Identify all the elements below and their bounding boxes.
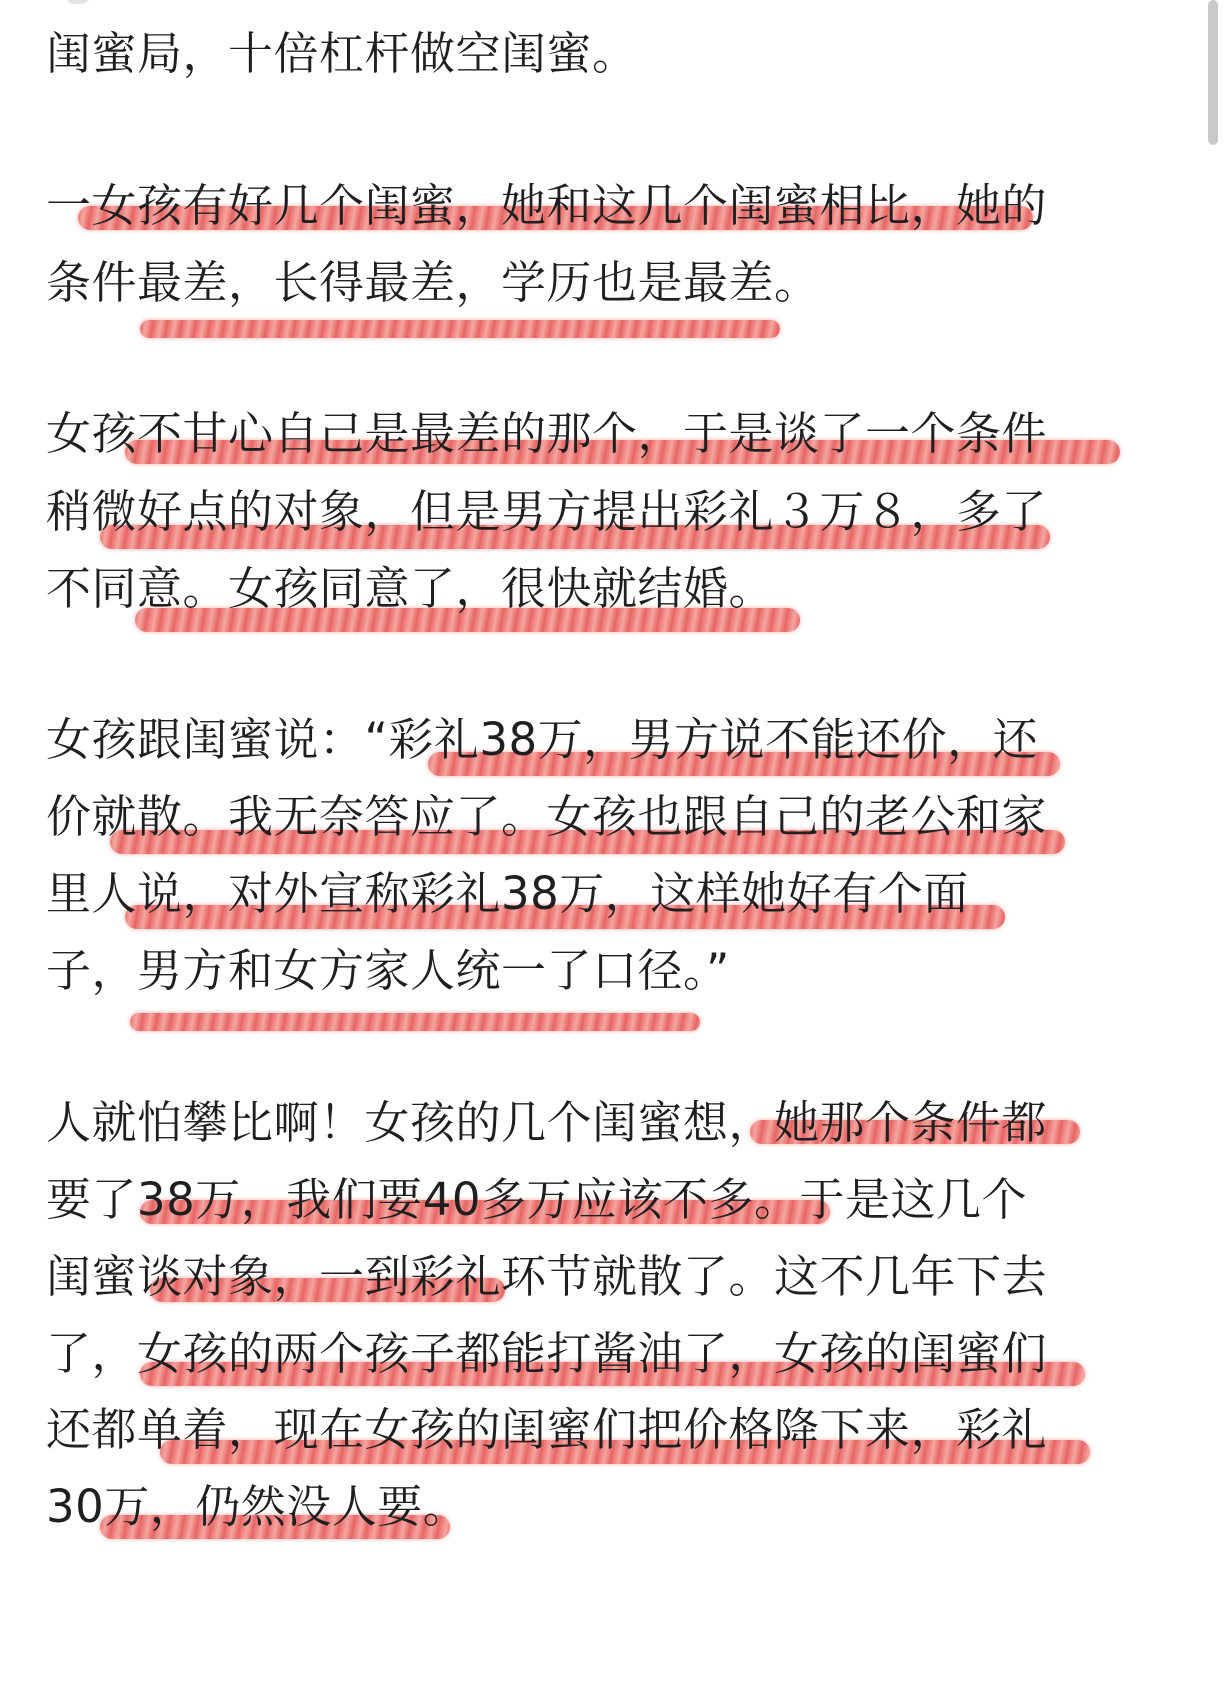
paragraph-4-line-1: 女孩跟闺蜜说：“彩礼38万，男方说不能还价，还 [46,713,1039,766]
paragraph-5-line-4: 了，女孩的两个孩子都能打酱油了，女孩的闺蜜们 [46,1327,1048,1380]
paragraph-3-line-2: 稍微好点的对象，但是男方提出彩礼３万８，多了 [46,485,1048,538]
paragraph-4-line-4: 子，男方和女方家人统一了口径。” [46,944,730,997]
highlight-stroke [140,320,780,338]
paragraph-1-line-1: 闺蜜局，十倍杠杆做空闺蜜。 [46,27,638,80]
paragraph-5-line-5: 还都单着，现在女孩的闺蜜们把价格降下来，彩礼 [46,1403,1048,1456]
paragraph-5-line-2: 要了38万，我们要40多万应该不多。于是这几个 [46,1173,1028,1226]
paragraph-5-line-1: 人就怕攀比啊！女孩的几个闺蜜想，她那个条件都 [46,1096,1048,1149]
scrollbar-thumb[interactable] [1208,0,1218,145]
paragraph-3-line-1: 女孩不甘心自己是最差的那个，于是谈了一个条件 [46,407,1048,460]
paragraph-4-line-3: 里人说，对外宣称彩礼38万，这样她好有个面 [46,867,969,920]
paragraph-2-line-2: 条件最差，长得最差，学历也是最差。 [46,256,820,309]
paragraph-2-line-1: 一女孩有好几个闺蜜，她和这几个闺蜜相比，她的 [46,179,1048,232]
highlight-stroke [130,1013,700,1031]
paragraph-5-line-6: 30万，仍然没人要。 [46,1480,469,1533]
avatar-edge [64,0,92,4]
paragraph-4-line-2: 价就散。我无奈答应了。女孩也跟自己的老公和家 [46,790,1048,843]
paragraph-3-line-3: 不同意。女孩同意了，很快就结婚。 [46,562,775,615]
paragraph-5-line-3: 闺蜜谈对象，一到彩礼环节就散了。这不几年下去 [46,1250,1048,1303]
